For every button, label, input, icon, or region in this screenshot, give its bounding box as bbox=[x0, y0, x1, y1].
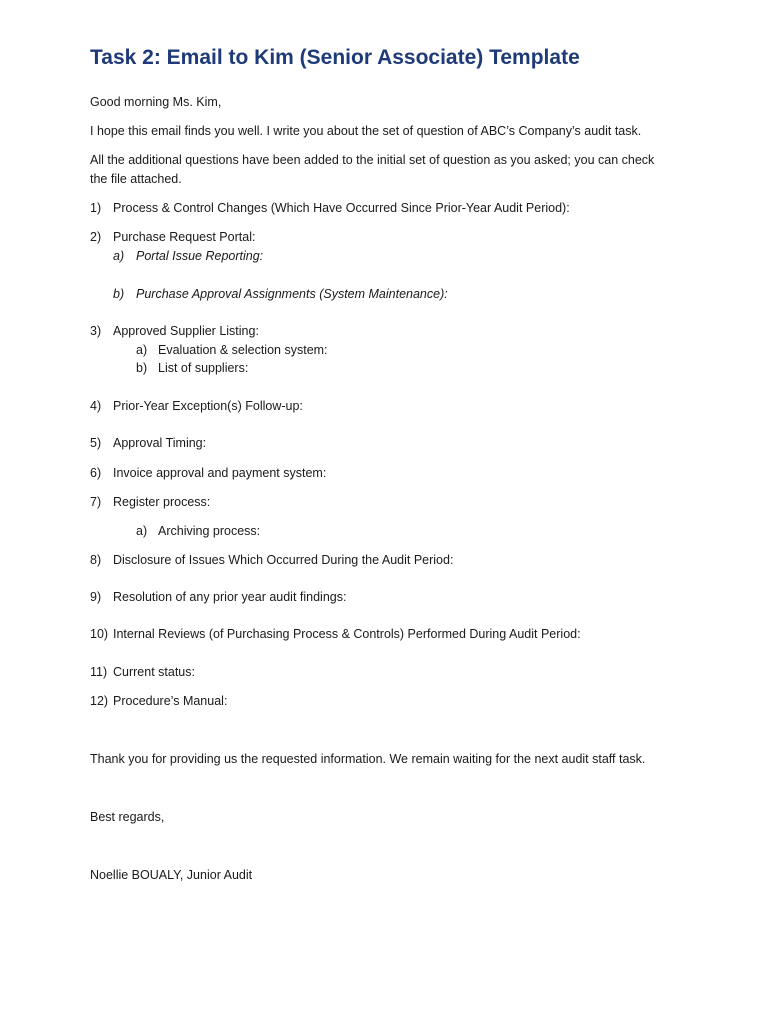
list-item-text: Procedure’s Manual: bbox=[113, 694, 228, 708]
list-item-text: Process & Control Changes (Which Have Occurred Since Prior-Year Audit Period): bbox=[113, 201, 570, 215]
sub-item-text: Portal Issue Reporting: bbox=[136, 249, 264, 263]
greeting: Good morning Ms. Kim, bbox=[90, 95, 222, 109]
paragraph-line-1: All the additional questions have been added to the initial set of question as you asked; you can check bbox=[90, 153, 655, 167]
list-item-number: 8) bbox=[90, 553, 102, 567]
sub-item-number: b) bbox=[136, 361, 148, 375]
list-item-number: 7) bbox=[90, 495, 102, 509]
sub-item-number: b) bbox=[113, 287, 125, 301]
list-item-text: Approval Timing: bbox=[113, 436, 207, 450]
list-item-number: 10) bbox=[90, 627, 109, 641]
sub-item-text: Purchase Approval Assignments (System Maintenance): bbox=[136, 287, 448, 301]
thanks-paragraph: Thank you for providing us the requested information. We remain waiting for the next audit staff task. bbox=[90, 752, 646, 766]
list-item-text: Disclosure of Issues Which Occurred During the Audit Period: bbox=[113, 553, 454, 567]
sub-item-number: a) bbox=[136, 524, 148, 538]
sub-item-text: Evaluation & selection system: bbox=[158, 343, 328, 357]
list-item-text: Prior-Year Exception(s) Follow-up: bbox=[113, 399, 303, 413]
list-item-text: Internal Reviews (of Purchasing Process & Controls) Performed During Audit Period: bbox=[113, 627, 581, 641]
paragraph-line-2: the file attached. bbox=[90, 172, 182, 186]
list-item-text: Purchase Request Portal: bbox=[113, 230, 256, 244]
intro-paragraph: I hope this email finds you well. I write you about the set of question of ABC’s Company’s audit task. bbox=[90, 124, 642, 138]
list-item-number: 11) bbox=[90, 665, 108, 679]
list-item-number: 6) bbox=[90, 466, 102, 480]
list-item-number: 9) bbox=[90, 590, 102, 604]
list-item-text: Current status: bbox=[113, 665, 195, 679]
sub-item-text: List of suppliers: bbox=[158, 361, 249, 375]
list-item-number: 3) bbox=[90, 324, 102, 338]
list-item-number: 12) bbox=[90, 694, 109, 708]
list-item-number: 2) bbox=[90, 230, 102, 244]
list-item-number: 5) bbox=[90, 436, 102, 450]
list-item-text: Approved Supplier Listing: bbox=[113, 324, 259, 338]
signature: Noellie BOUALY, Junior Audit bbox=[90, 868, 253, 882]
closing: Best regards, bbox=[90, 810, 165, 824]
sub-item-text: Archiving process: bbox=[158, 524, 261, 538]
list-item-number: 1) bbox=[90, 201, 102, 215]
sub-item-number: a) bbox=[136, 343, 148, 357]
sub-item-number: a) bbox=[113, 249, 125, 263]
page-title: Task 2: Email to Kim (Senior Associate) Template bbox=[90, 46, 580, 69]
list-item-number: 4) bbox=[90, 399, 102, 413]
list-item-text: Register process: bbox=[113, 495, 211, 509]
list-item-text: Resolution of any prior year audit findings: bbox=[113, 590, 347, 604]
list-item-text: Invoice approval and payment system: bbox=[113, 466, 327, 480]
